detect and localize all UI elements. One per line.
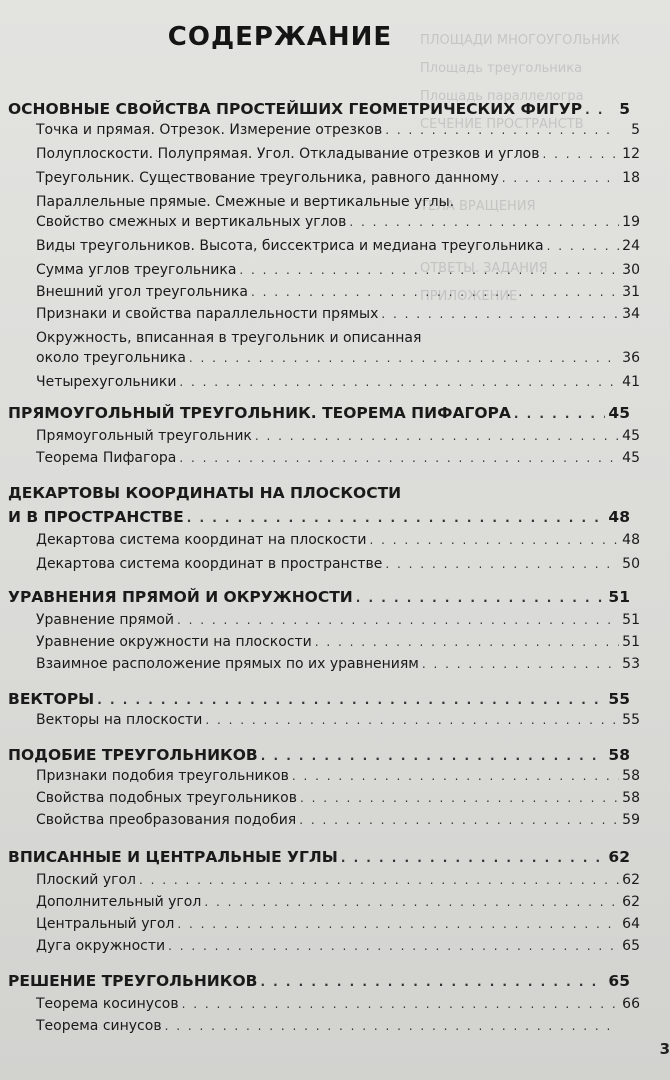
toc-page-number: 58 bbox=[622, 790, 640, 806]
toc-entry-title: около треугольника bbox=[36, 350, 186, 366]
toc-page-number: 55 bbox=[608, 690, 630, 708]
toc-entry-title: Уравнение окружности на плоскости bbox=[36, 634, 312, 650]
toc-entry bbox=[36, 872, 640, 888]
toc-page-number: 62 bbox=[622, 872, 640, 888]
toc-entry-title: Внешний угол треугольника bbox=[36, 284, 248, 300]
toc-section-title-line: ДЕКАРТОВЫ КООРДИНАТЫ НА ПЛОСКОСТИ bbox=[8, 484, 402, 502]
toc-entry bbox=[36, 428, 640, 444]
toc-entry-title: Сумма углов треугольника bbox=[36, 262, 237, 278]
toc-entry-title: Точка и прямая. Отрезок. Измерение отрезков bbox=[36, 122, 383, 138]
dot-leader bbox=[251, 285, 619, 299]
toc-entry bbox=[36, 262, 640, 278]
toc-entry-title: Дуга окружности bbox=[36, 938, 166, 954]
toc-entry-title: Виды треугольников. Высота, биссектриса и медиана треугольника bbox=[36, 238, 544, 254]
toc-page-number: 66 bbox=[622, 996, 640, 1012]
toc-section bbox=[8, 404, 630, 422]
ghost-line: ПРИЛОЖЕНИЕ bbox=[420, 289, 518, 304]
ghost-line: ТЕЛА ВРАЩЕНИЯ bbox=[420, 199, 536, 214]
toc-page-number: 53 bbox=[622, 656, 640, 672]
toc-section bbox=[8, 100, 630, 118]
toc-page-number: 31 bbox=[622, 284, 640, 300]
dot-leader bbox=[299, 813, 619, 827]
toc-page-number: 65 bbox=[608, 972, 630, 990]
dot-leader bbox=[255, 429, 619, 443]
toc-page-number: 58 bbox=[608, 746, 630, 764]
toc-entry-title: Теорема синусов bbox=[36, 1018, 162, 1034]
toc-entry-title: Векторы на плоскости bbox=[36, 712, 203, 728]
toc-entry bbox=[36, 214, 640, 230]
toc-entry-title: Центральный угол bbox=[36, 916, 175, 932]
dot-leader bbox=[179, 375, 619, 389]
toc-entry bbox=[36, 350, 640, 366]
toc-entry-title: Признаки подобия треугольников bbox=[36, 768, 289, 784]
ghost-line: Площадь треугольника bbox=[420, 61, 583, 76]
toc-page-number: 59 bbox=[622, 812, 640, 828]
toc-entry bbox=[36, 238, 640, 254]
toc-entry-title: РЕШЕНИЕ ТРЕУГОЛЬНИКОВ bbox=[8, 972, 258, 990]
toc-section bbox=[8, 848, 630, 866]
toc-entry-title: ПРЯМОУГОЛЬНЫЙ ТРЕУГОЛЬНИК. ТЕОРЕМА ПИФАГОРА bbox=[8, 404, 511, 422]
dot-leader bbox=[422, 657, 619, 671]
toc-entry-title: Плоский угол bbox=[36, 872, 136, 888]
toc-entry-title-line: Окружность, вписанная в треугольник и описанная bbox=[36, 330, 422, 346]
toc-page-number: 50 bbox=[622, 556, 640, 572]
toc-entry bbox=[36, 556, 640, 572]
dot-leader bbox=[585, 103, 609, 117]
dot-leader bbox=[292, 769, 619, 783]
toc-section bbox=[8, 746, 630, 764]
dot-leader bbox=[205, 713, 619, 727]
toc-entry-title: ВЕКТОРЫ bbox=[8, 690, 95, 708]
dot-leader bbox=[239, 263, 619, 277]
toc-entry-title: Свойство смежных и вертикальных углов bbox=[36, 214, 347, 230]
dot-leader bbox=[177, 917, 619, 931]
dot-leader bbox=[349, 215, 619, 229]
toc-page-number: 5 bbox=[631, 122, 640, 138]
toc-page-number: 51 bbox=[608, 588, 630, 606]
toc-entry-title: Свойства преобразования подобия bbox=[36, 812, 297, 828]
toc-entry bbox=[36, 812, 640, 828]
toc-entry-title: Свойства подобных треугольников bbox=[36, 790, 297, 806]
toc-page-number: 51 bbox=[622, 634, 640, 650]
toc-page-number: 48 bbox=[622, 532, 640, 548]
toc-entry bbox=[36, 768, 640, 784]
toc-entry-title: ОСНОВНЫЕ СВОЙСТВА ПРОСТЕЙШИХ ГЕОМЕТРИЧЕСКИХ ФИГУР bbox=[8, 100, 583, 118]
toc-page-number: 34 bbox=[622, 306, 640, 322]
toc-entry-title: Прямоугольный треугольник bbox=[36, 428, 252, 444]
toc-entry-title: Дополнительный угол bbox=[36, 894, 202, 910]
toc-entry-title: И В ПРОСТРАНСТВЕ bbox=[8, 508, 184, 526]
dot-leader bbox=[260, 975, 605, 989]
toc-entry bbox=[36, 938, 640, 954]
toc-entry-title: Декартова система координат на плоскости bbox=[36, 532, 367, 548]
dot-leader bbox=[514, 407, 606, 421]
toc-entry-title: Признаки и свойства параллельности прямых bbox=[36, 306, 379, 322]
toc-section bbox=[8, 508, 630, 526]
page-title: СОДЕРЖАНИЕ bbox=[167, 22, 393, 52]
dot-leader bbox=[502, 171, 619, 185]
toc-entry-title: ПОДОБИЕ ТРЕУГОЛЬНИКОВ bbox=[8, 746, 258, 764]
toc-section bbox=[8, 972, 630, 990]
dot-leader bbox=[179, 451, 619, 465]
ghost-line: Площадь параллелогра bbox=[420, 89, 584, 104]
toc-section bbox=[8, 588, 630, 606]
dot-leader bbox=[385, 557, 619, 571]
toc-page-number: 65 bbox=[622, 938, 640, 954]
toc-entry bbox=[36, 1018, 640, 1034]
toc-entry bbox=[36, 306, 640, 322]
ghost-line: ОТВЕТЫ. ЗАДАНИЯ bbox=[420, 261, 548, 276]
toc-page-number: 62 bbox=[608, 848, 630, 866]
dot-leader bbox=[177, 613, 619, 627]
toc-page-number: 45 bbox=[622, 428, 640, 444]
toc-entry bbox=[36, 146, 640, 162]
dot-leader bbox=[356, 591, 606, 605]
dot-leader bbox=[547, 239, 619, 253]
toc-entry-title-line: Параллельные прямые. Смежные и вертикальные углы. bbox=[36, 194, 455, 210]
toc-page-number: 18 bbox=[622, 170, 640, 186]
toc-entry bbox=[36, 612, 640, 628]
toc-page-number: 62 bbox=[622, 894, 640, 910]
toc-entry bbox=[36, 532, 640, 548]
toc-page-number: 45 bbox=[622, 450, 640, 466]
toc-entry-title: Четырехугольники bbox=[36, 374, 177, 390]
dot-leader bbox=[182, 997, 619, 1011]
toc-page-number: 12 bbox=[622, 146, 640, 162]
toc-page-number: 55 bbox=[622, 712, 640, 728]
toc-entry-title: Полуплоскости. Полупрямая. Угол. Откладывание отрезков и углов bbox=[36, 146, 540, 162]
toc-entry bbox=[36, 916, 640, 932]
toc-page-number: 41 bbox=[622, 374, 640, 390]
dot-leader bbox=[261, 749, 606, 763]
dot-leader bbox=[315, 635, 619, 649]
toc-entry bbox=[36, 996, 640, 1012]
toc-page-number: 24 bbox=[622, 238, 640, 254]
toc-entry bbox=[36, 656, 640, 672]
dot-leader bbox=[204, 895, 619, 909]
page-number: 3 bbox=[659, 1040, 670, 1058]
toc-entry-title: ВПИСАННЫЕ И ЦЕНТРАЛЬНЫЕ УГЛЫ bbox=[8, 848, 338, 866]
dot-leader bbox=[168, 939, 619, 953]
toc-entry bbox=[36, 712, 640, 728]
toc-entry bbox=[36, 374, 640, 390]
toc-entry-title: Теорема Пифагора bbox=[36, 450, 177, 466]
dot-leader bbox=[97, 693, 605, 707]
toc-page-number: 45 bbox=[608, 404, 630, 422]
toc-page-number: 64 bbox=[622, 916, 640, 932]
toc-entry-title: Декартова система координат в пространстве bbox=[36, 556, 383, 572]
dot-leader bbox=[381, 307, 619, 321]
toc-page-number: 5 bbox=[619, 100, 630, 118]
toc-entry bbox=[36, 450, 640, 466]
dot-leader bbox=[300, 791, 619, 805]
toc-entry-title: УРАВНЕНИЯ ПРЯМОЙ И ОКРУЖНОСТИ bbox=[8, 588, 353, 606]
dot-leader bbox=[165, 1019, 619, 1033]
toc-entry bbox=[36, 122, 640, 138]
ghost-line: ПЛОЩАДИ МНОГОУГОЛЬНИК bbox=[420, 33, 620, 48]
toc-page-number: 58 bbox=[622, 768, 640, 784]
toc-entry bbox=[36, 284, 640, 300]
toc-entry bbox=[36, 634, 640, 650]
toc-page-number: 51 bbox=[622, 612, 640, 628]
toc-entry bbox=[36, 790, 640, 806]
ghost-line: СЕЧЕНИЕ ПРОСТРАНСТВ bbox=[420, 117, 584, 132]
toc-entry bbox=[36, 894, 640, 910]
dot-leader bbox=[139, 873, 619, 887]
toc-entry-title: Уравнение прямой bbox=[36, 612, 175, 628]
toc-entry-title: Теорема косинусов bbox=[36, 996, 179, 1012]
dot-leader bbox=[189, 351, 619, 365]
toc-page-number: 36 bbox=[622, 350, 640, 366]
toc-entry-title: Треугольник. Существование треугольника, равного данному bbox=[36, 170, 499, 186]
toc-section bbox=[8, 690, 630, 708]
dot-leader bbox=[187, 511, 606, 525]
toc-page-number: 48 bbox=[608, 508, 630, 526]
dot-leader bbox=[385, 123, 619, 137]
dot-leader bbox=[543, 147, 620, 161]
toc-entry-title: Взаимное расположение прямых по их уравнениям bbox=[36, 656, 419, 672]
dot-leader bbox=[369, 533, 619, 547]
toc-page-number: 19 bbox=[622, 214, 640, 230]
toc-page-number: 30 bbox=[622, 262, 640, 278]
toc-entry bbox=[36, 170, 640, 186]
dot-leader bbox=[341, 851, 606, 865]
